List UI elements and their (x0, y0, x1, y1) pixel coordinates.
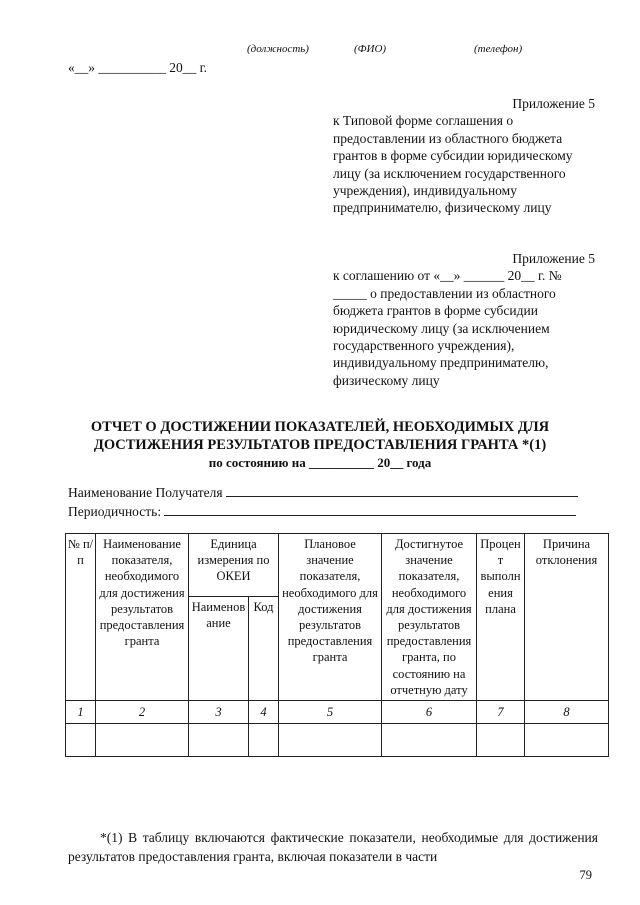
appendix-agreement (333, 250, 595, 389)
periodicity-field (68, 503, 576, 520)
column-number: 1 (66, 701, 96, 724)
position-caption: (должность) (247, 43, 309, 55)
appendix-heading: Приложение 5 (512, 96, 595, 111)
appendix-text: к Типовой форме соглашения о предоставлении из областного бюджета грантов в форме субсидии юридическому лицу (за исключением государственного учреждения), индивидуальному предпринимателю, физическому лицу (333, 113, 573, 216)
header-unit-name: Наименование (189, 597, 249, 701)
header-num: № п/п (66, 534, 96, 701)
column-number: 2 (96, 701, 189, 724)
column-number: 3 (189, 701, 249, 724)
column-number: 8 (525, 701, 609, 724)
column-number: 6 (382, 701, 477, 724)
table-cell (279, 724, 382, 757)
header-achieved-value: Достигнутое значение показателя, необходимого для достижения результатов предоставления гранта, по состоянию на отчетную дату (382, 534, 477, 701)
header-indicator-name: Наименование показателя, необходимого для достижения результатов предоставления гранта (96, 534, 189, 701)
header-unit: Единица измерения по ОКЕИ (189, 534, 279, 597)
table-cell (249, 724, 279, 757)
report-title (60, 419, 580, 472)
column-number: 4 (249, 701, 279, 724)
table-cell (477, 724, 525, 757)
header-unit-code: Код (249, 597, 279, 701)
appendix-heading: Приложение 5 (512, 251, 595, 266)
table-cell (525, 724, 609, 757)
table-cell (189, 724, 249, 757)
column-numbers-row (66, 701, 609, 724)
header-planned-value: Плановое значение показателя, необходимого для достижения результатов предоставления гранта (279, 534, 382, 701)
report-title-line: ОТЧЕТ О ДОСТИЖЕНИИ ПОКАЗАТЕЛЕЙ, НЕОБХОДИМЫХ ДЛЯ (90, 419, 550, 435)
recipient-label: Наименование Получателя (68, 485, 223, 500)
recipient-field (68, 484, 578, 501)
page-number: 79 (579, 868, 592, 882)
header-percent: Процент выполнения плана (477, 534, 525, 701)
column-number: 5 (279, 701, 382, 724)
table-row (66, 724, 609, 757)
report-date-line: по состоянию на __________ 20__ года (208, 455, 432, 470)
phone-caption: (телефон) (474, 43, 523, 55)
report-title-line: ДОСТИЖЕНИЯ РЕЗУЛЬТАТОВ ПРЕДОСТАВЛЕНИЯ ГРАНТА *(1) (93, 436, 547, 453)
signature-date-line: «__» __________ 20__ г. (68, 60, 208, 75)
recipient-blank-line (226, 484, 578, 497)
table-cell (96, 724, 189, 757)
header-reason: Причина отклонения (525, 534, 609, 701)
name-caption: (ФИО) (354, 43, 387, 55)
periodicity-blank-line (164, 503, 576, 516)
appendix-typical-form (333, 95, 595, 217)
table-cell (382, 724, 477, 757)
footnote-text: *(1) В таблицу включаются фактические показатели, необходимые для достижения результатов предоставления гранта, включая показатели в части (68, 830, 598, 864)
indicators-table (65, 533, 609, 757)
periodicity-label: Периодичность: (68, 504, 162, 519)
appendix-text: к соглашению от «__» ______ 20__ г. № _____ о предоставлении из областного бюджета грантов в форме субсидии юридическому лицу (за исключением государственного учреждения), индивидуальному предпринимателю, физическому лицу (333, 268, 562, 388)
table-header-row (66, 534, 609, 597)
table-cell (66, 724, 96, 757)
column-number: 7 (477, 701, 525, 724)
